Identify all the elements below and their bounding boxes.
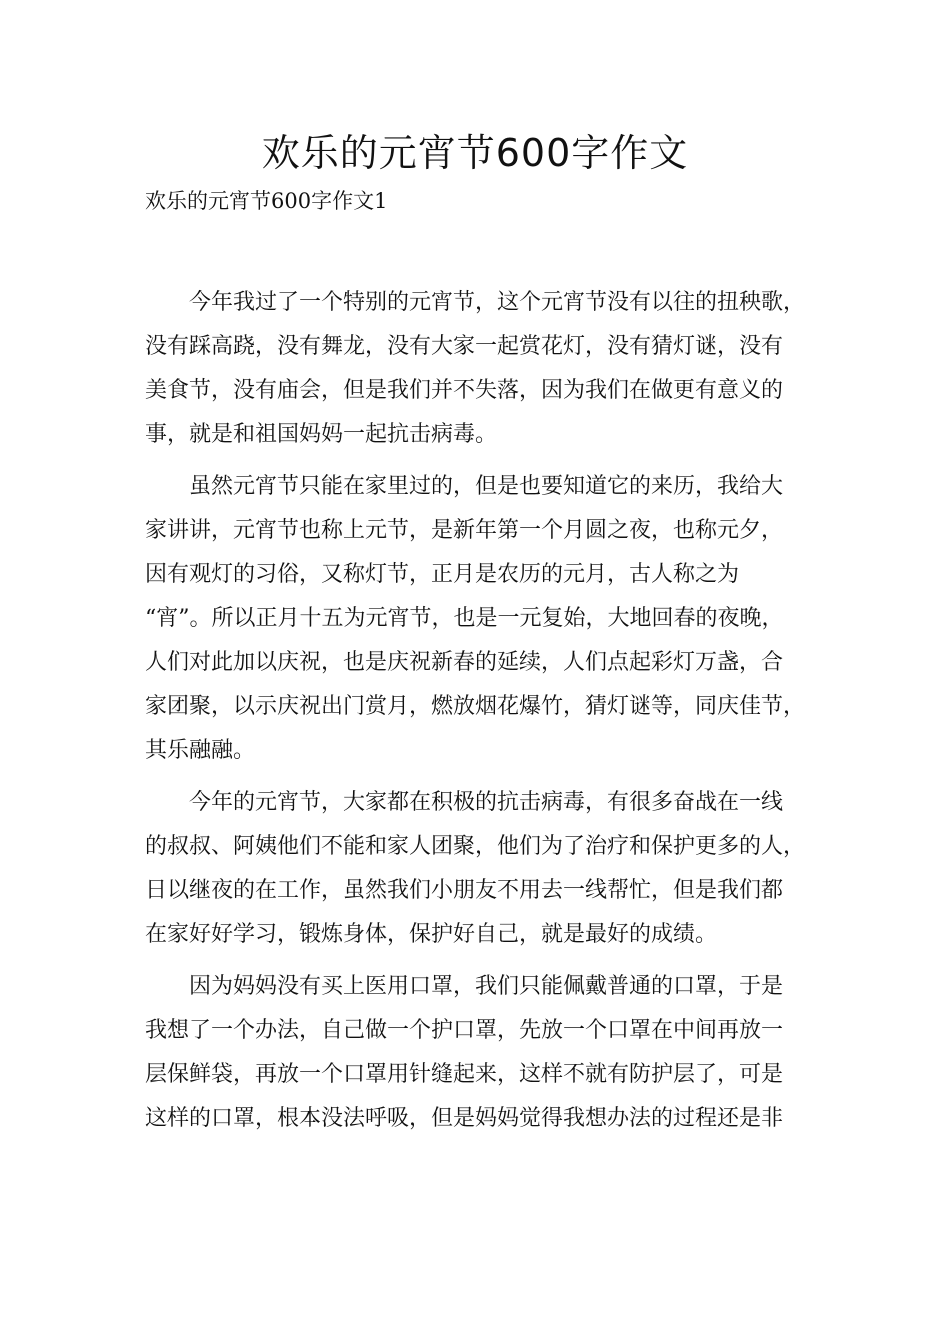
text-line: 其乐融融。 <box>145 738 256 763</box>
paragraph <box>145 465 825 773</box>
text-line: 家讲讲，元宵节也称上元节，是新年第一个月圆之夜，也称元夕， <box>145 518 784 543</box>
text-line: 今年的元宵节，大家都在积极的抗击病毒，有很多奋战在一线 <box>145 790 784 815</box>
text-line: 因有观灯的习俗，又称灯节，正月是农历的元月，古人称之为 <box>145 562 740 587</box>
text-line: 人们对此加以庆祝，也是庆祝新春的延续，人们点起彩灯万盏，合 <box>145 650 784 675</box>
text-line: 日以继夜的在工作，虽然我们小朋友不用去一线帮忙，但是我们都 <box>145 878 784 903</box>
text-line: 家团聚，以示庆祝出门赏月，燃放烟花爆竹，猜灯谜等，同庆佳节， <box>145 694 806 719</box>
document-body <box>145 281 825 1141</box>
text-line: 事，就是和祖国妈妈一起抗击病毒。 <box>145 422 498 447</box>
text-line: 我想了一个办法，自己做一个护口罩，先放一个口罩在中间再放一 <box>145 1018 784 1043</box>
text-line: 没有踩高跷，没有舞龙，没有大家一起赏花灯，没有猜灯谜，没有 <box>145 334 784 359</box>
text-line: 美食节，没有庙会，但是我们并不失落，因为我们在做更有意义的 <box>145 378 784 403</box>
paragraph <box>145 781 825 957</box>
text-line: 在家好好学习，锻炼身体，保护好自己，就是最好的成绩。 <box>145 922 718 947</box>
text-line: 层保鲜袋，再放一个口罩用针缝起来，这样不就有防护层了，可是 <box>145 1062 784 1087</box>
document-title: 欢乐的元宵节600字作文 <box>261 131 689 175</box>
document-subtitle: 欢乐的元宵节600字作文1 <box>145 189 388 213</box>
text-line: 虽然元宵节只能在家里过的，但是也要知道它的来历，我给大 <box>145 474 784 499</box>
paragraph <box>145 281 825 457</box>
paragraph <box>145 965 825 1141</box>
text-line: 这样的口罩，根本没法呼吸，但是妈妈觉得我想办法的过程还是非 <box>145 1106 784 1131</box>
text-line: 今年我过了一个特别的元宵节，这个元宵节没有以往的扭秧歌， <box>145 290 806 315</box>
text-line: 因为妈妈没有买上医用口罩，我们只能佩戴普通的口罩，于是 <box>145 974 784 999</box>
text-line: 的叔叔、阿姨他们不能和家人团聚，他们为了治疗和保护更多的人， <box>145 834 806 859</box>
text-line: “宵”。所以正月十五为元宵节，也是一元复始，大地回春的夜晚， <box>145 606 784 631</box>
